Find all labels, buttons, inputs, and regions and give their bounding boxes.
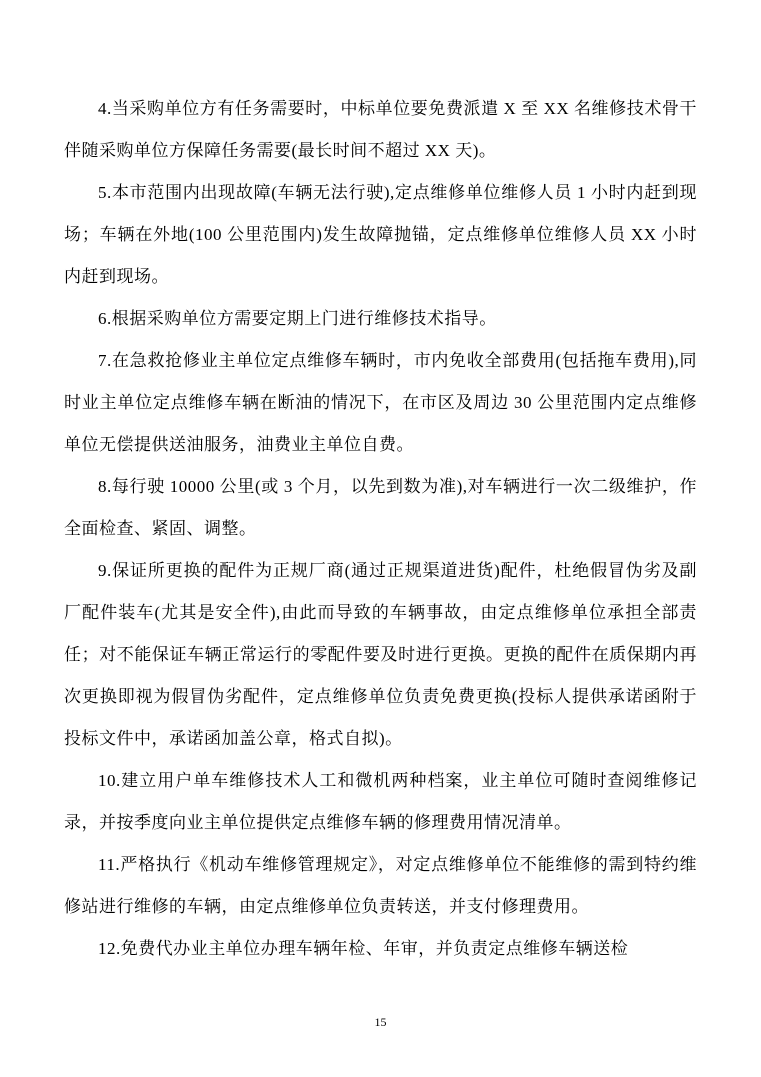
paragraph-9: 9.保证所更换的配件为正规厂商(通过正规渠道进货)配件，杜绝假冒伪劣及副厂配件装车(尤其是安全件),由此而导致的车辆事故，由定点维修单位承担全部责任；对不能保证车辆正常运行的零配件要及时进行更换。更换的配件在质保期内再次更换即视为假冒伪劣配件，定点维修单位负责免费更换(投标人提供承诺函附于投标文件中，承诺函加盖公章，格式自拟)。: [64, 561, 697, 748]
paragraph-7: 7.在急救抢修业主单位定点维修车辆时，市内免收全部费用(包括拖车费用),同时业主单位定点维修车辆在断油的情况下，在市区及周边 30 公里范围内定点维修单位无偿提供送油服务，油费业主单位自费。: [64, 351, 697, 454]
paragraph-4: 4.当采购单位方有任务需要时，中标单位要免费派遣 X 至 XX 名维修技术骨干伴随采购单位方保障任务需要(最长时间不超过 XX 天)。: [64, 99, 697, 160]
document-body: [64, 88, 697, 970]
paragraph-10: 10.建立用户单车维修技术人工和微机两种档案，业主单位可随时查阅维修记录，并按季度向业主单位提供定点维修车辆的修理费用情况清单。: [64, 771, 697, 832]
page-number: 15: [374, 1015, 387, 1029]
paragraph-8: 8.每行驶 10000 公里(或 3 个月，以先到数为准),对车辆进行一次二级维护，作全面检查、紧固、调整。: [64, 477, 697, 538]
paragraph-11: 11.严格执行《机动车维修管理规定》，对定点维修单位不能维修的需到特约维修站进行维修的车辆，由定点维修单位负责转送，并支付修理费用。: [64, 855, 697, 916]
paragraph-6: 6.根据采购单位方需要定期上门进行维修技术指导。: [98, 309, 497, 328]
paragraph-5: 5.本市范围内出现故障(车辆无法行驶),定点维修单位维修人员 1 小时内赶到现场；车辆在外地(100 公里范围内)发生故障抛锚，定点维修单位维修人员 XX 小时内赶到现场。: [64, 183, 697, 286]
paragraph-12: 12.免费代办业主单位办理车辆年检、年审，并负责定点维修车辆送检: [98, 939, 629, 958]
